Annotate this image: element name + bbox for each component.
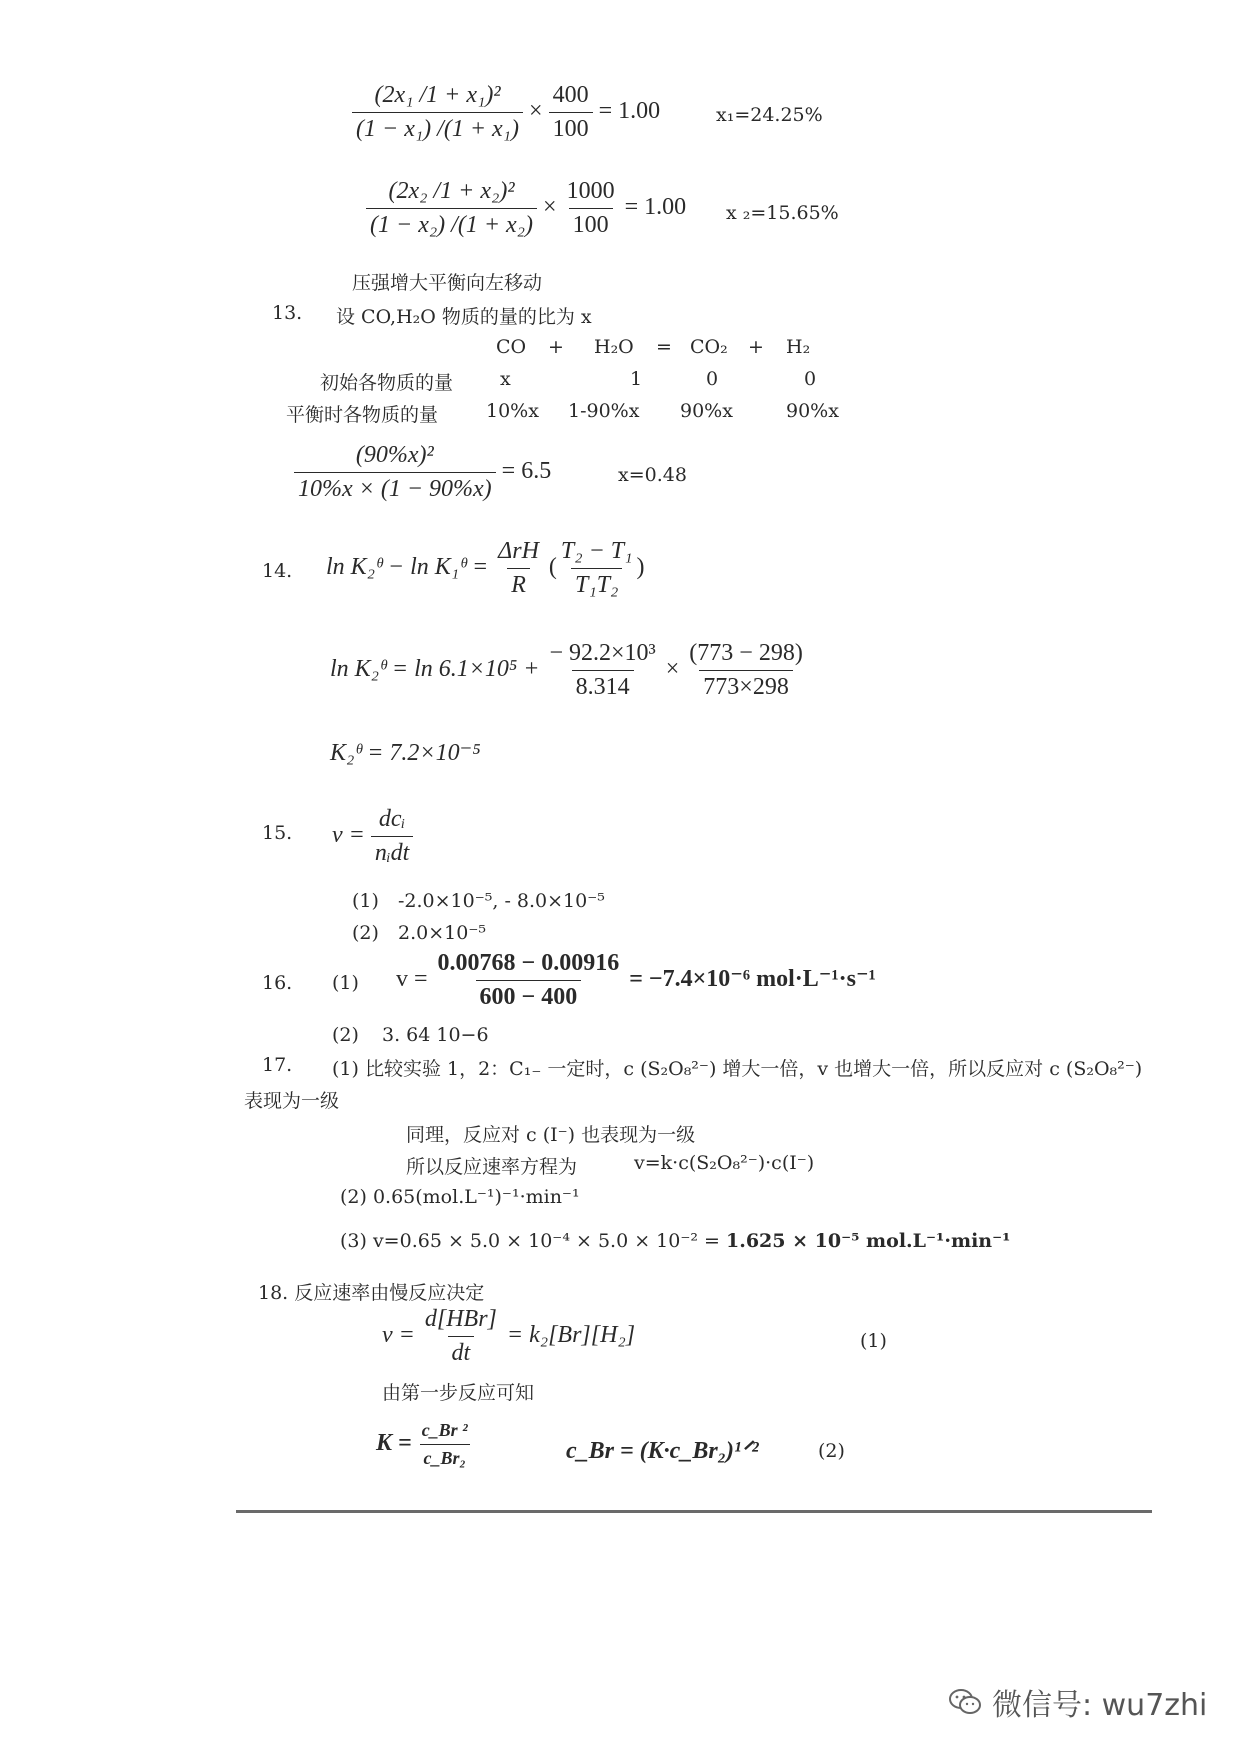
denominator: 773×298: [699, 670, 793, 701]
fraction: [294, 442, 496, 503]
q16-part1-label: (1): [332, 972, 359, 994]
wechat-icon: [948, 1687, 982, 1717]
value: 0: [804, 368, 817, 390]
q17-line1: (1) 比较实验 1，2：C₁₋ 一定时，c (S₂O₈²⁻) 增大一倍，v 也增大一倍，所以反应对 c (S₂O₈²⁻): [332, 1058, 1143, 1080]
denominator: 10%x × (1 − 90%x): [294, 472, 496, 503]
q18-tag-1: (1): [860, 1330, 887, 1352]
q14-equation-1: [326, 538, 644, 599]
denominator: 600 − 400: [476, 980, 582, 1011]
result-x2: x ₂=15.65%: [726, 202, 839, 224]
lhs: v =: [382, 1322, 415, 1349]
q17-line2: 表现为一级: [244, 1090, 340, 1112]
lhs: ln K₂ᶿ − ln K₁ᶿ =: [326, 554, 489, 581]
denominator: dt: [448, 1336, 475, 1367]
species: H₂: [786, 336, 811, 358]
numerator: ΔrH: [498, 538, 539, 564]
numerator: (773 − 298): [689, 640, 803, 666]
q16-part2-value: 3. 64 10−6: [382, 1024, 489, 1046]
value: 0: [706, 368, 719, 390]
q16-equation: [396, 950, 876, 1011]
rhs: = 1.00: [624, 194, 687, 221]
numerator: (90%x)²: [355, 442, 434, 468]
fraction: [557, 538, 637, 599]
denominator: (1 − x₂) /(1 + x₂): [366, 208, 537, 239]
q18-equation-2: [376, 1420, 472, 1469]
q17-line4-equation: v=k·c(S₂O₈²⁻)·c(I⁻): [634, 1152, 815, 1174]
value: x: [500, 368, 511, 390]
q15-number: 15.: [262, 822, 293, 844]
species: H₂O: [594, 336, 634, 358]
q17-line4-label: 所以反应速率方程为: [406, 1156, 578, 1178]
q17-line6: [340, 1230, 1010, 1252]
q17-line3: 同理，反应对 c (I⁻) 也表现为一级: [406, 1124, 696, 1146]
watermark-text: 微信号: wu7zhi: [992, 1688, 1208, 1723]
paren-open: (: [548, 554, 557, 581]
rhs: = −7.4×10⁻⁶ mol·L⁻¹·s⁻¹: [629, 966, 876, 993]
equation-x2: [366, 178, 686, 239]
q14-result: K₂ᶿ = 7.2×10⁻⁵: [330, 740, 481, 766]
q17-number: 17.: [262, 1054, 293, 1076]
fraction: [366, 178, 537, 239]
numerator: (2x₂ /1 + x₂)²: [388, 178, 515, 204]
page-divider: [236, 1510, 1152, 1513]
q13-number: 13.: [272, 302, 303, 324]
q18-line2: 由第一步反应可知: [382, 1382, 535, 1404]
rhs: = 1.00: [598, 98, 661, 125]
value: 90%x: [786, 400, 839, 422]
denominator: T₁T₂: [571, 568, 622, 599]
result-x1: x₁=24.25%: [716, 104, 823, 126]
note-pressure: 压强增大平衡向左移动: [352, 272, 543, 294]
times-sign: ×: [529, 98, 543, 125]
numerator: dcᵢ: [378, 806, 406, 832]
q13-equation: [294, 442, 551, 503]
q17-line6-result: 1.625 × 10⁻⁵ mol.L⁻¹·min⁻¹: [726, 1230, 1011, 1252]
equation-x1: [352, 82, 660, 143]
operator: =: [656, 336, 672, 358]
q15-part2-label: (2): [352, 922, 379, 944]
fraction: [352, 82, 523, 143]
paren-close: ): [636, 554, 645, 581]
denominator: 100: [569, 208, 613, 239]
denominator: R: [507, 568, 530, 599]
q16-part2-label: (2): [332, 1024, 359, 1046]
numerator: 400: [552, 82, 589, 108]
numerator: 1000: [566, 178, 615, 204]
numerator: c_Br ²: [421, 1420, 468, 1440]
q18-intro: 18. 反应速率由慢反应决定: [258, 1282, 485, 1304]
numerator: 0.00768 − 0.00916: [437, 950, 620, 976]
lhs: K =: [376, 1430, 412, 1457]
fraction: [434, 950, 624, 1011]
lhs: v =: [396, 966, 428, 993]
operator: +: [748, 336, 764, 358]
fraction: [545, 640, 659, 701]
watermark: [948, 1680, 1207, 1724]
q15-part2-value: 2.0×10⁻⁵: [398, 922, 486, 944]
species: CO: [496, 336, 527, 358]
operator: +: [548, 336, 564, 358]
q16-number: 16.: [262, 972, 293, 994]
lhs: v =: [332, 822, 365, 849]
q14-equation-2: [330, 640, 807, 701]
q13-result: x=0.48: [618, 464, 687, 486]
denominator: (1 − x₁) /(1 + x₁): [352, 112, 523, 143]
value: 10%x: [486, 400, 539, 422]
q15-equation: [332, 806, 413, 867]
fraction: [421, 1306, 501, 1367]
q17-line6-prefix: (3) v=0.65 × 5.0 × 10⁻⁴ × 5.0 × 10⁻² =: [340, 1230, 720, 1252]
fraction: [563, 178, 619, 239]
fraction: [685, 640, 807, 701]
numerator: T₂ − T₁: [560, 538, 633, 564]
numerator: d[HBr]: [424, 1306, 497, 1332]
numerator: (2x₁ /1 + x₁)²: [374, 82, 501, 108]
value: 1-90%x: [568, 400, 640, 422]
denominator: nᵢdt: [371, 836, 413, 867]
times-sign: ×: [665, 656, 680, 683]
fraction: [371, 806, 413, 867]
q18-equation-1: [382, 1306, 635, 1367]
q18-tag-2: (2): [818, 1440, 845, 1462]
times-sign: ×: [543, 194, 557, 221]
rhs: = 6.5: [501, 458, 552, 485]
q13-initial-label: 初始各物质的量: [320, 372, 454, 394]
q14-number: 14.: [262, 560, 293, 582]
q18-equation-3: c_Br = (K·c_Br₂)¹ᐟ²: [566, 1438, 759, 1464]
denominator: 8.314: [572, 670, 634, 701]
fraction: [418, 1420, 472, 1469]
q15-part1-value: -2.0×10⁻⁵, - 8.0×10⁻⁵: [398, 890, 605, 912]
value: 90%x: [680, 400, 733, 422]
numerator: − 92.2×10³: [549, 640, 656, 666]
q13-intro: 设 CO,H₂O 物质的量的比为 x: [336, 306, 592, 328]
species: CO₂: [690, 336, 728, 358]
denominator: c_Br₂: [420, 1444, 470, 1469]
rhs: = k₂[Br][H₂]: [506, 1322, 636, 1349]
q17-line5: (2) 0.65(mol.L⁻¹)⁻¹·min⁻¹: [340, 1186, 580, 1208]
q15-part1-label: (1): [352, 890, 379, 912]
value: 1: [630, 368, 643, 390]
lhs: ln K₂ᶿ = ln 6.1×10⁵ +: [330, 656, 540, 683]
q13-equil-label: 平衡时各物质的量: [286, 404, 439, 426]
fraction: [494, 538, 543, 599]
denominator: 100: [549, 112, 593, 143]
fraction: [549, 82, 593, 143]
